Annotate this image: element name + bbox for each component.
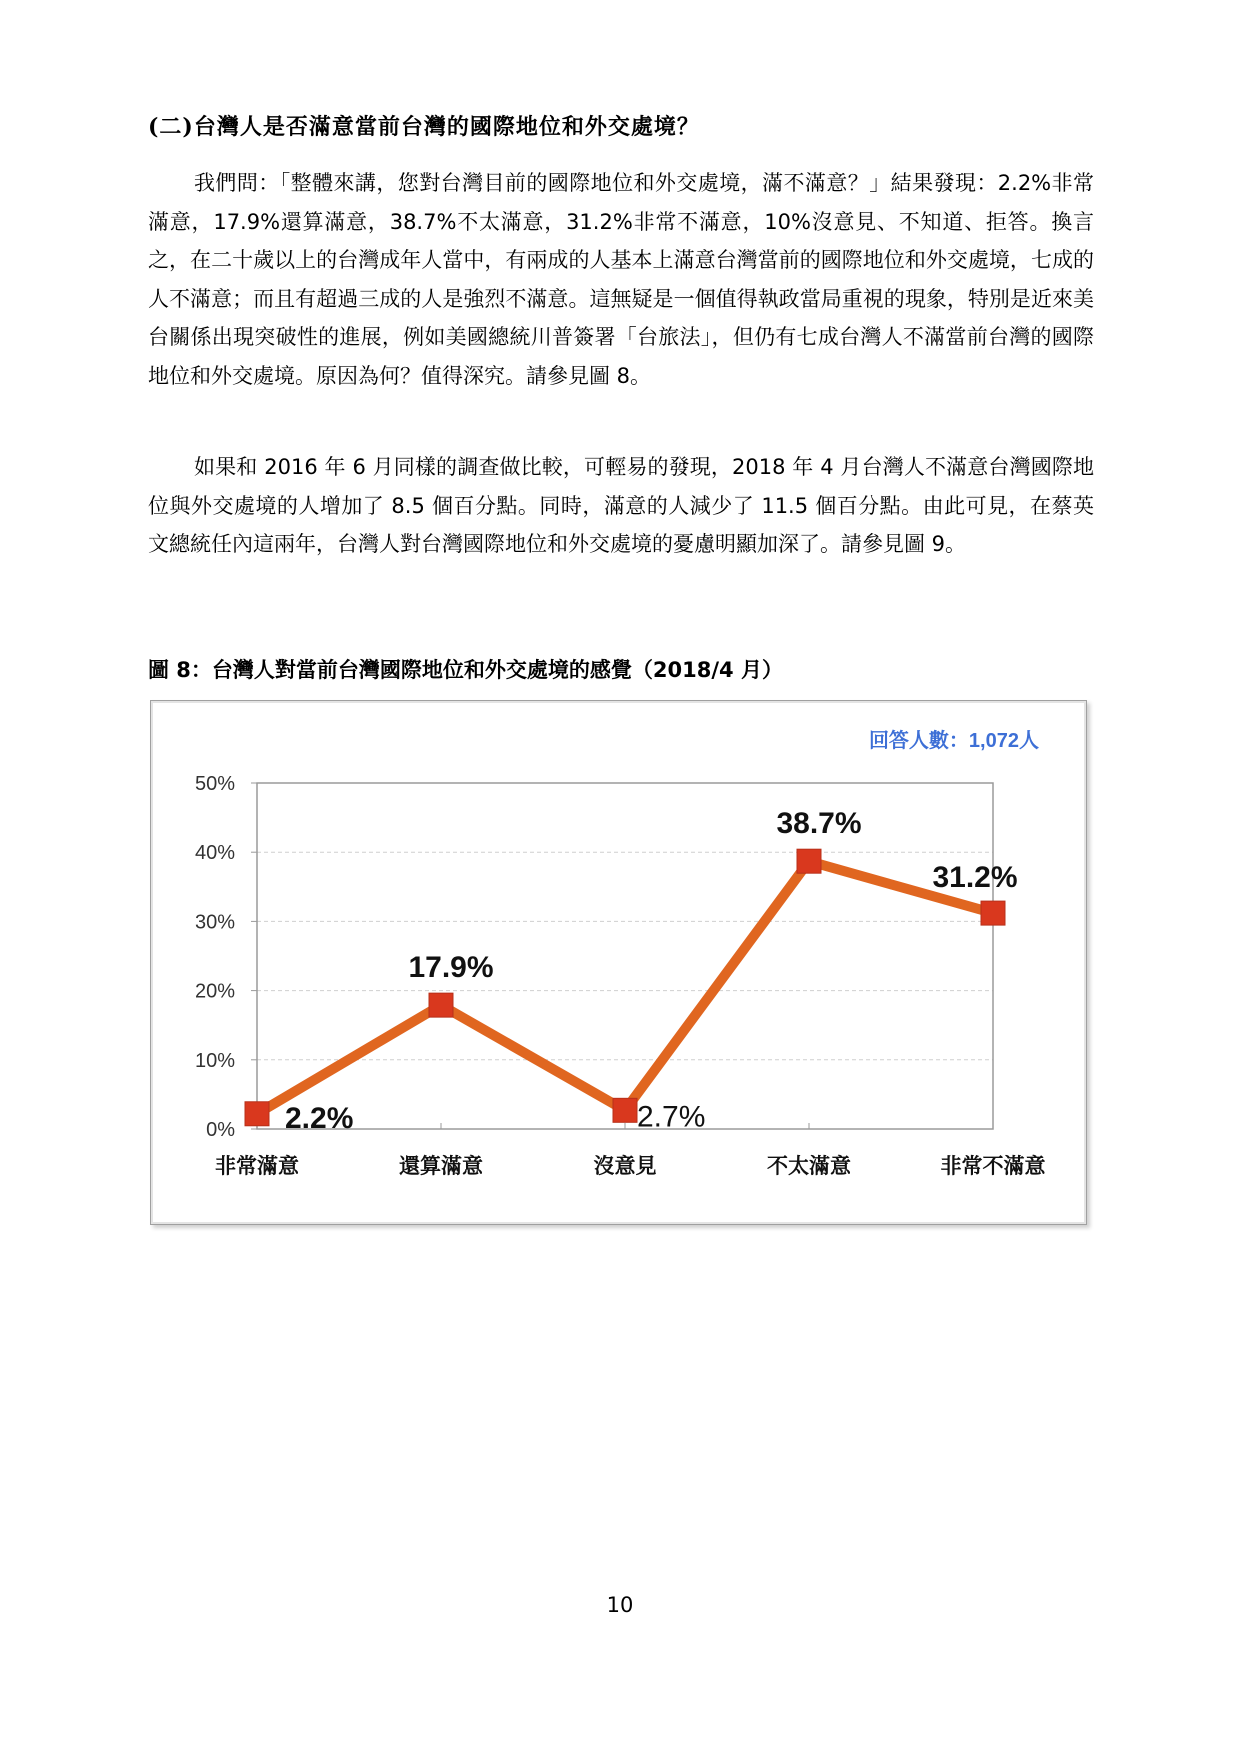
series-line: [257, 861, 993, 1114]
data-marker: [245, 1102, 269, 1126]
x-tick-label: 非常滿意: [215, 1155, 299, 1178]
y-tick-label: 10%: [194, 1049, 235, 1072]
x-tick-label: 沒意見: [593, 1155, 657, 1178]
page-number: 10: [606, 1593, 634, 1617]
plot-area-border: [257, 783, 993, 1129]
line-chart: [151, 701, 1088, 1226]
y-tick-label: 20%: [194, 980, 235, 1003]
paragraph-2: 如果和 2016 年 6 月同樣的調查做比較，可輕易的發現，2018 年 4 月台灣人不滿意台灣國際地位與外交處境的人增加了 8.5 個百分點。同時，滿意的人減少了 11.5 個百分點。由此可見，在蔡英文總統任內這兩年，台灣人對台灣國際地位和外交處境的憂慮明顯加深了。請參見圖 9。: [148, 455, 1094, 556]
paragraph-1: 我們問：「整體來講，您對台灣目前的國際地位和外交處境，滿不滿意？」結果發現：2.2%非常滿意，17.9%還算滿意，38.7%不太滿意，31.2%非常不滿意，10%沒意見、不知道、拒答。換言之，在二十歲以上的台灣成年人當中，有兩成的人基本上滿意台灣當前的國際地位和外交處境，七成的人不滿意；而且有超過三成的人是強烈不滿意。這無疑是一個值得執政當局重視的現象，特別是近來美台關係出現突破性的進展，例如美國總統川普簽署「台旅法」，但仍有七成台灣人不滿當前台灣的國際地位和外交處境。原因為何？值得深究。請參見圖 8。: [148, 171, 1094, 388]
data-marker: [981, 901, 1005, 925]
x-tick-label: 還算滿意: [399, 1155, 483, 1178]
x-tick-label: 不太滿意: [767, 1155, 851, 1178]
data-marker: [797, 849, 821, 873]
section-heading: (二)台灣人是否滿意當前台灣的國際地位和外交處境？: [148, 114, 700, 140]
data-label: 17.9%: [408, 951, 494, 985]
data-marker: [429, 993, 453, 1017]
chart-frame: [150, 700, 1087, 1225]
data-label: 2.2%: [285, 1101, 354, 1135]
x-tick-label: 非常不滿意: [940, 1155, 1046, 1178]
y-tick-label: 0%: [206, 1119, 235, 1141]
y-tick-label: 50%: [194, 773, 235, 795]
data-label: 2.7%: [637, 1100, 706, 1134]
respondent-count-annotation: 回答人數：1,072人: [868, 730, 1039, 752]
y-tick-label: 30%: [194, 911, 235, 934]
data-marker: [613, 1098, 637, 1122]
data-label: 38.7%: [776, 807, 862, 841]
figure-caption: 圖 8：台灣人對當前台灣國際地位和外交處境的感覺（2018/4 月）: [148, 658, 783, 682]
y-tick-label: 40%: [194, 842, 235, 865]
data-label: 31.2%: [932, 861, 1018, 895]
